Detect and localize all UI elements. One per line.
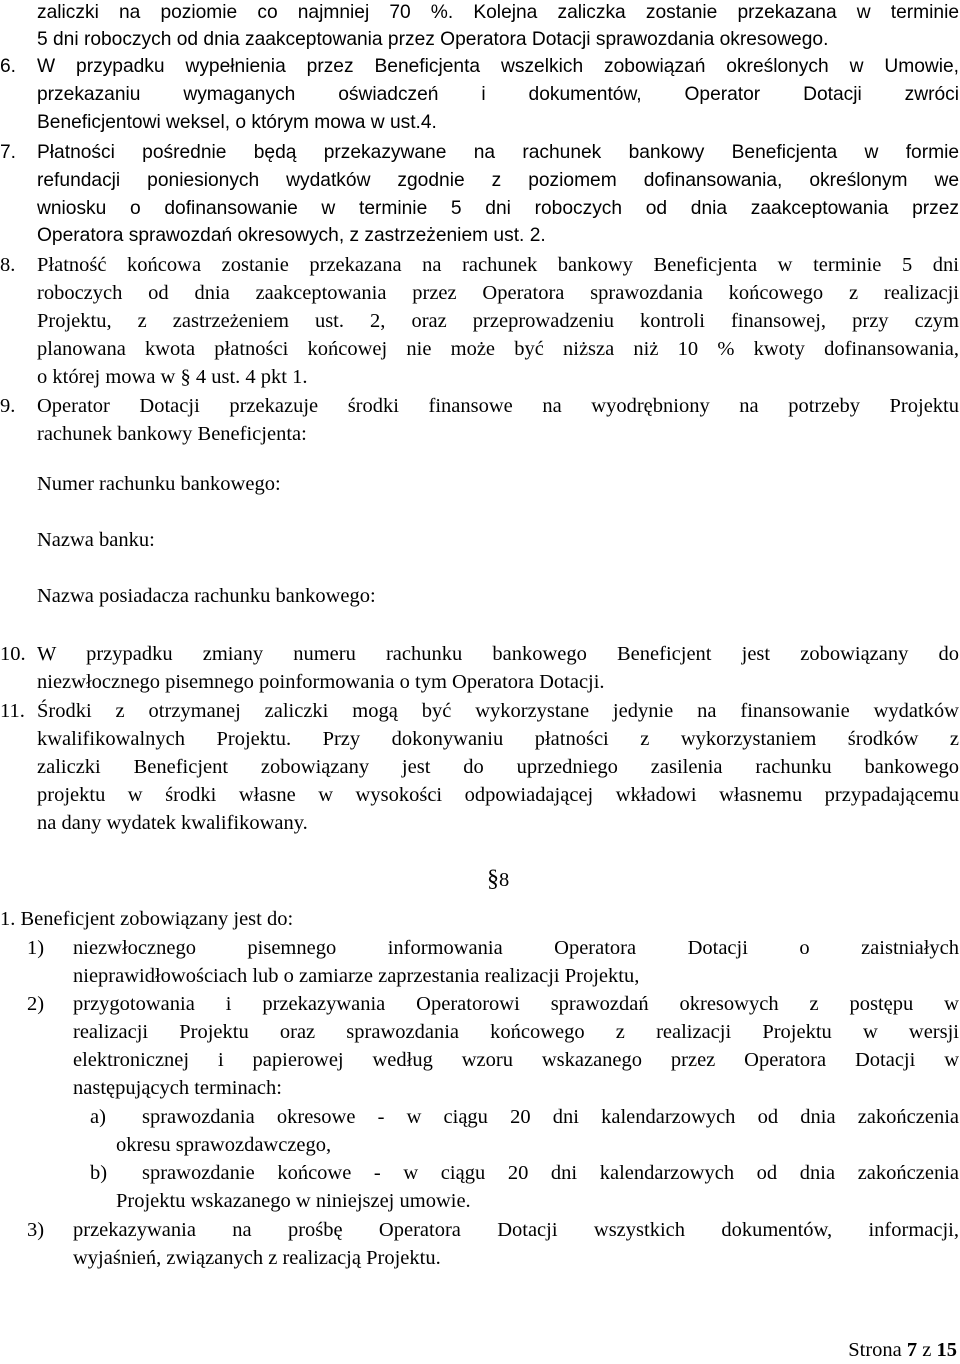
list-line: niezwłocznego pisemnego informowania Operatora Dotacji o zaistniałych xyxy=(73,937,959,959)
paragraph-line: niezwłocznego pisemnego poinformowania o tym Operatora Dotacji. xyxy=(37,671,605,693)
paragraph-line: zaliczki Beneficjent zobowiązany jest do uprzedniego zasilenia rachunku bankowego xyxy=(37,756,959,778)
paragraph-line: kwalifikowalnych Projektu. Przy dokonywaniu płatności z wykorzystaniem środków z xyxy=(37,728,959,750)
item-number: 7. xyxy=(0,142,17,163)
paragraph-line: Środki z otrzymanej zaliczki mogą być wykorzystane jedynie na finansowanie wydatków xyxy=(37,700,959,722)
list-line: następujących terminach: xyxy=(73,1077,282,1099)
paragraph-line: refundacji poniesionych wydatków zgodnie z poziomem dofinansowania, określonym we xyxy=(37,170,959,191)
sublist-line: sprawozdanie końcowe - w ciągu 20 dni kalendarzowych od dnia zakończenia xyxy=(142,1162,959,1184)
intro-line: zaliczki na poziomie co najmniej 70 %. Kolejna zaliczka zostanie przekazana w terminie xyxy=(37,2,959,23)
list-line: przygotowania i przekazywania Operatorowi sprawozdań okresowych z postępu w xyxy=(73,993,959,1015)
list-line: realizacji Projektu oraz sprawozdania końcowego z realizacji Projektu w wersji xyxy=(73,1021,959,1043)
section-intro: 1. Beneficjent zobowiązany jest do: xyxy=(0,908,294,930)
paragraph-line: Projektu, z zastrzeżeniem ust. 2, oraz przeprowadzeniu kontroli finansowej, przy czym xyxy=(37,310,959,332)
item-number: 8. xyxy=(0,254,16,276)
list-number: 1) xyxy=(27,937,45,959)
paragraph-line: przekazaniu wymaganych oświadczeń i dokumentów, Operator Dotacji zwróci xyxy=(37,84,959,105)
list-number: 2) xyxy=(27,993,45,1015)
paragraph-line: planowana kwota płatności końcowej nie może być niższa niż 10 % kwoty dofinansowania, xyxy=(37,338,959,360)
paragraph-line: o której mowa w § 4 ust. 4 pkt 1. xyxy=(37,366,308,388)
list-line: przekazywania na prośbę Operatora Dotacji wszystkich dokumentów, informacji, xyxy=(73,1219,959,1241)
sublist-letter: a) xyxy=(90,1106,106,1128)
section-number: 8 xyxy=(499,869,510,891)
page-footer xyxy=(848,1337,957,1364)
intro-line: 5 dni roboczych od dnia zaakceptowania przez Operatora Dotacji sprawozdania okresowego. xyxy=(37,29,829,50)
footer-label: Strona xyxy=(848,1339,902,1361)
list-number: 3) xyxy=(27,1219,45,1241)
list-line: wyjaśnień, związanych z realizacją Projektu. xyxy=(73,1247,441,1269)
list-line: nieprawidłowościach lub o zamiarze zaprzestania realizacji Projektu, xyxy=(73,965,640,987)
paragraph-line: Płatność końcowa zostanie przekazana na rachunek bankowy Beneficjenta w terminie 5 dni xyxy=(37,254,959,276)
field-label-account-holder: Nazwa posiadacza rachunku bankowego: xyxy=(37,585,376,607)
footer-separator: z xyxy=(922,1339,932,1361)
paragraph-line: Płatności pośrednie będą przekazywane na rachunek bankowy Beneficjenta w formie xyxy=(37,142,959,163)
paragraph-line: W przypadku wypełnienia przez Beneficjenta wszelkich zobowiązań określonych w Umowie, xyxy=(37,56,959,77)
paragraph-line: roboczych od dnia zaakceptowania przez Operatora sprawozdania końcowego z realizacji xyxy=(37,282,959,304)
paragraph-line: na dany wydatek kwalifikowany. xyxy=(37,812,308,834)
paragraph-line: Operatora sprawozdań okresowych, z zastrzeżeniem ust. 2. xyxy=(37,225,546,246)
paragraph-line: W przypadku zmiany numeru rachunku bankowego Beneficjent jest zobowiązany do xyxy=(37,643,959,665)
item-number: 6. xyxy=(0,56,17,77)
paragraph-line: rachunek bankowy Beneficjenta: xyxy=(37,423,307,445)
section-heading xyxy=(487,866,509,894)
sublist-line: Projektu wskazanego w niniejszej umowie. xyxy=(116,1190,471,1212)
item-number: 9. xyxy=(0,395,16,417)
footer-page-number: 7 xyxy=(906,1339,918,1361)
list-line: elektronicznej i papierowej według wzoru wskazanego przez Operatora Dotacji w xyxy=(73,1049,959,1071)
paragraph-line: Operator Dotacji przekazuje środki finansowe na wyodrębniony na potrzeby Projektu xyxy=(37,395,959,417)
footer-page-total: 15 xyxy=(936,1339,957,1361)
sublist-letter: b) xyxy=(90,1162,108,1184)
paragraph-line: wniosku o dofinansowanie w terminie 5 dni roboczych od dnia zaakceptowania przez xyxy=(37,198,959,219)
field-label-account-number: Numer rachunku bankowego: xyxy=(37,473,281,495)
sublist-line: okresu sprawozdawczego, xyxy=(116,1134,332,1156)
section-sign: § xyxy=(487,866,499,892)
item-number: 11. xyxy=(0,700,25,722)
item-number: 10. xyxy=(0,643,26,665)
paragraph-line: projektu w środki własne w wysokości odpowiadającej wkładowi własnemu przypadającemu xyxy=(37,784,959,806)
paragraph-line: Beneficjentowi weksel, o którym mowa w ust.4. xyxy=(37,112,437,133)
sublist-line: sprawozdania okresowe - w ciągu 20 dni kalendarzowych od dnia zakończenia xyxy=(142,1106,959,1128)
field-label-bank-name: Nazwa banku: xyxy=(37,529,155,551)
